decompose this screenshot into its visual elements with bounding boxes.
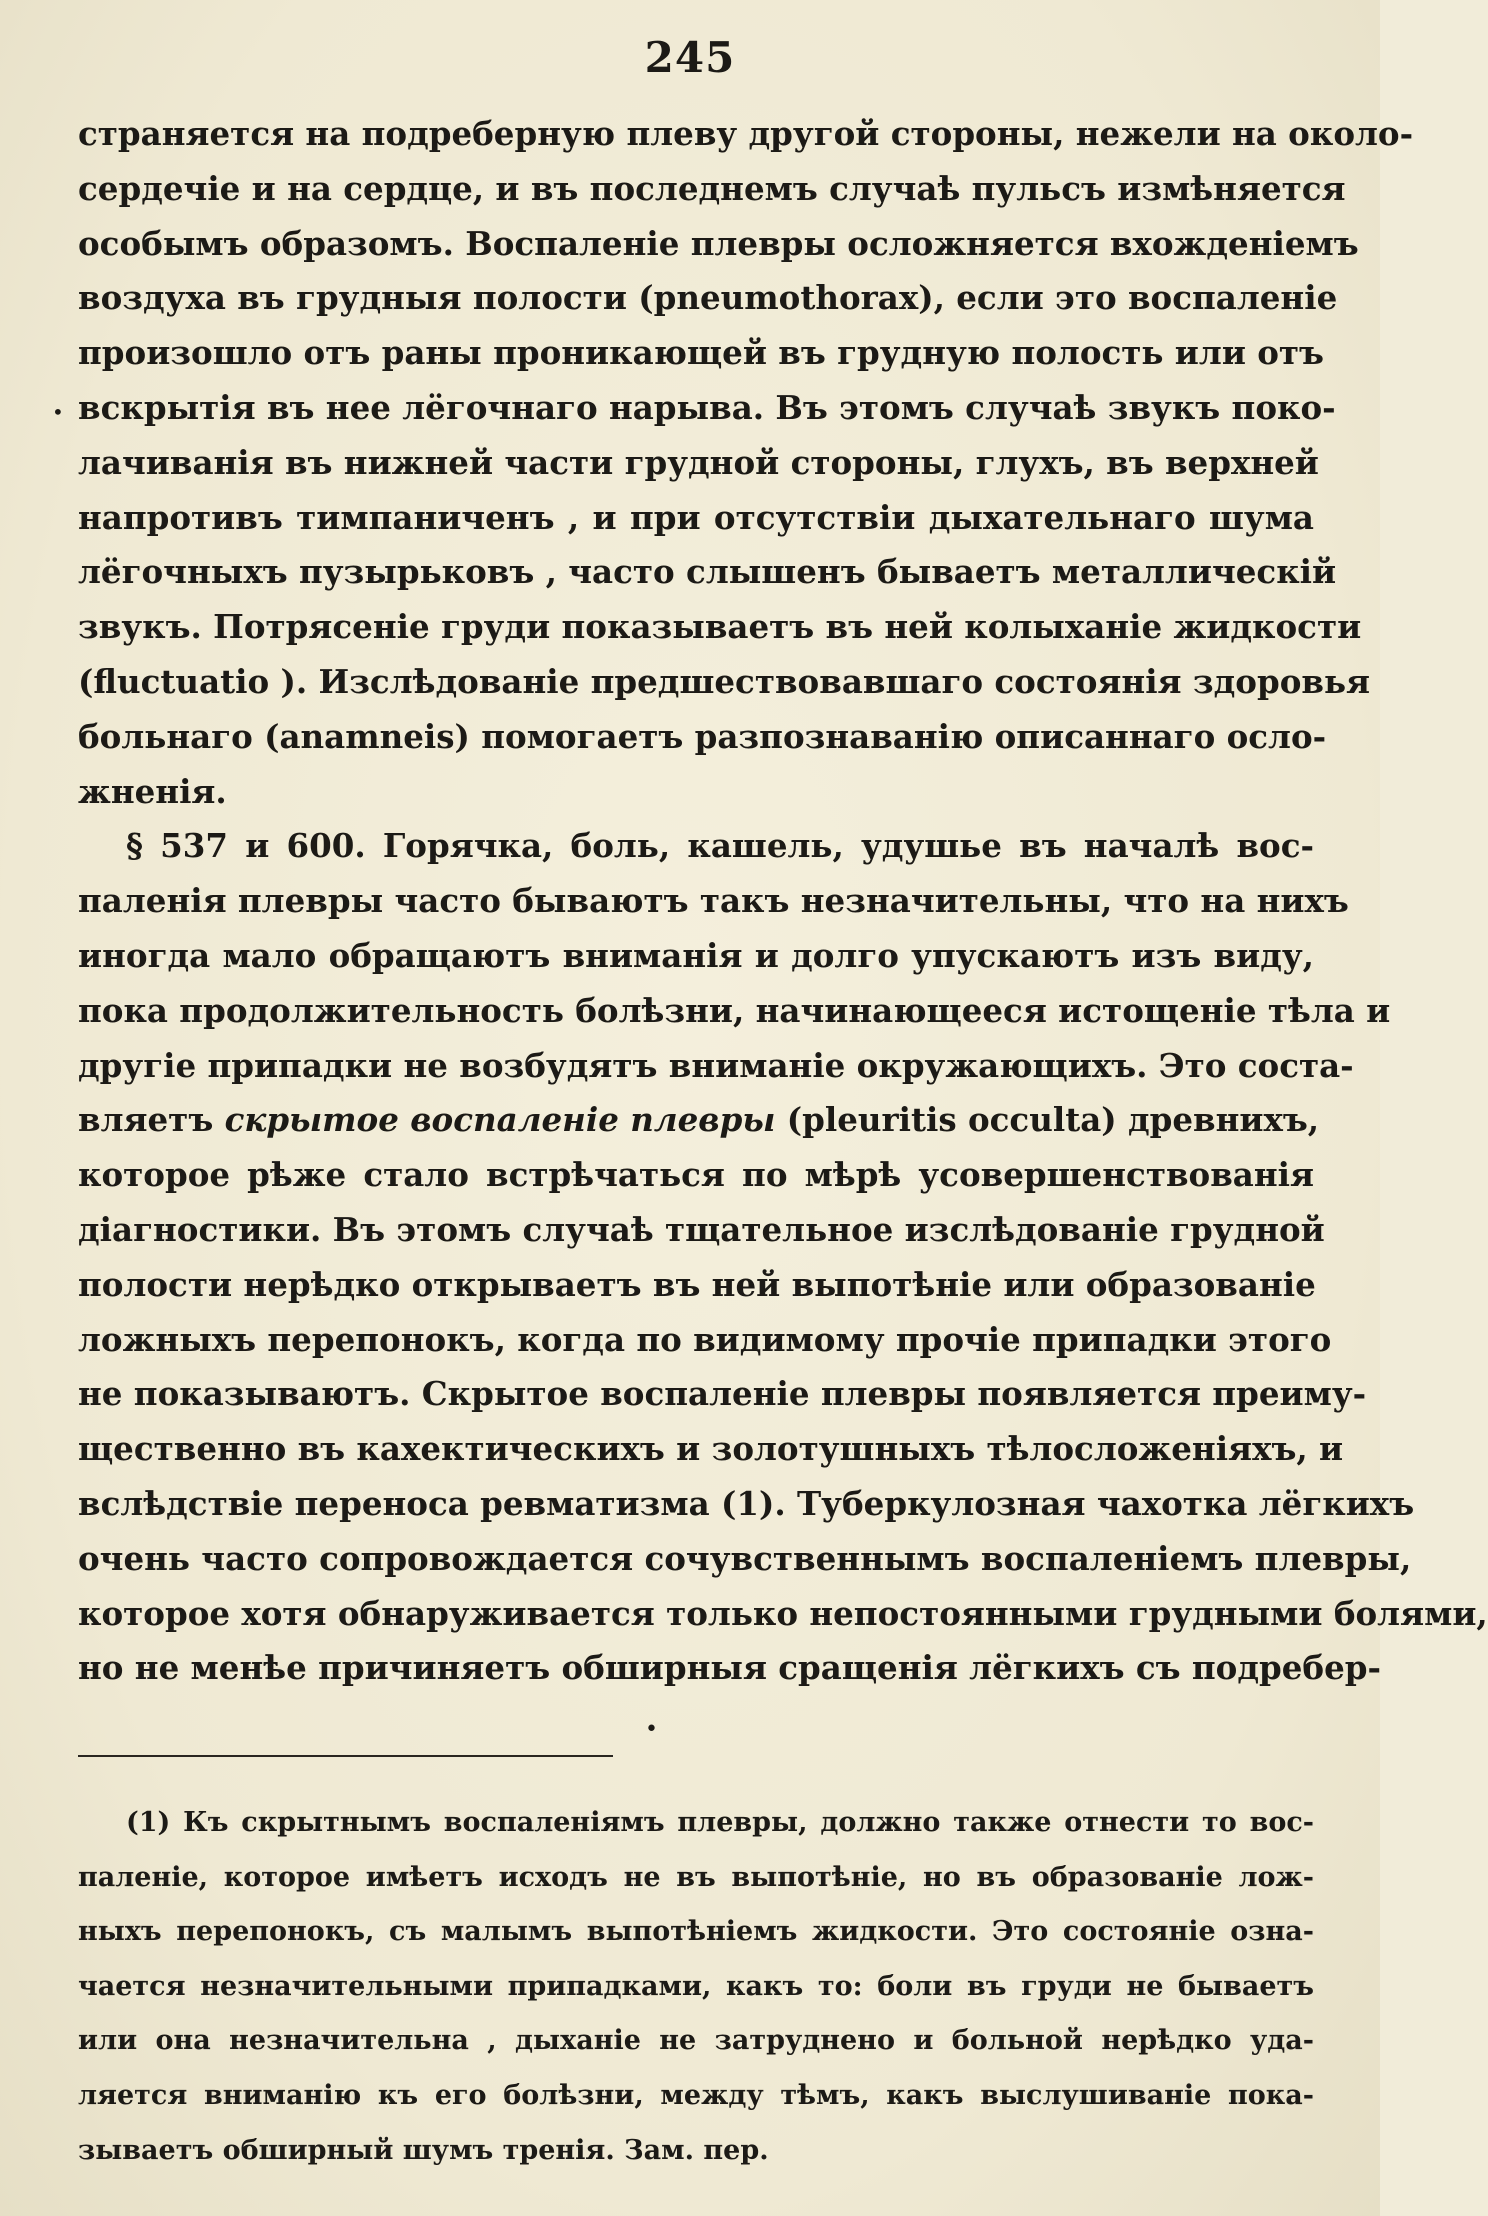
text-line: очень часто сопровождается сочувственнымъ воспаленіемъ плевры, [78, 1538, 1412, 1578]
text-line: діагностики. Въ этомъ случаѣ тщательное изслѣдованіе грудной [78, 1209, 1325, 1249]
text-line: произошло отъ раны проникающей въ грудную полость или отъ [78, 333, 1324, 373]
footnote-block [78, 1796, 1314, 2178]
text-line: пока продолжительность болѣзни, начинающееся истощеніе тѣла и [78, 990, 1391, 1030]
text-line: паленія плевры часто бываютъ такъ незначительны, что на нихъ [78, 881, 1349, 921]
text-line: особымъ образомъ. Воспаленіе плевры осложняется вхожденіемъ [78, 223, 1359, 263]
text-line: страняется на подреберную плеву другой стороны, нежели на около- [78, 114, 1414, 153]
footnote-line: ныхъ перепонокъ, съ малымъ выпотѣніемъ жидкости. Это состояніе озна- [78, 1916, 1314, 1948]
text-line: воздуха въ грудныя полости (pneumothorax), если это воспаленіе [78, 278, 1338, 318]
text-line: щественно въ кахектическихъ и золотушныхъ тѣлосложеніяхъ, и [78, 1429, 1344, 1469]
footnote-line: или она незначительна , дыханіе не затруднено и больной нерѣдко уда- [78, 2025, 1314, 2057]
text-line: не показываютъ. Скрытое воспаленіе плевры появляется преиму- [78, 1374, 1367, 1414]
ink-dot-mark: • [645, 1717, 658, 1742]
footnote-divider [78, 1755, 613, 1757]
text-line: напротивъ тимпаниченъ , и при отсутствіи дыхательнаго шума [78, 497, 1314, 537]
footnote-line: (1) Къ скрытнымъ воспаленіямъ плевры, должно также отнести то вос- [126, 1807, 1314, 1838]
text-line: которое рѣже стало встрѣчаться по мѣрѣ усовершенствованія [78, 1155, 1314, 1195]
text-line: лачиванія въ нижней части грудной стороны, глухъ, въ верхней [78, 442, 1319, 482]
text-line: ложныхъ перепонокъ, когда по видимому прочіе припадки этого [78, 1319, 1332, 1359]
text-line: жненія. [78, 771, 227, 811]
main-text-block [78, 107, 1488, 1696]
text-line: полости нерѣдко открываетъ въ ней выпотѣніе или образованіе [78, 1264, 1316, 1304]
footnote-line: паленіе, которое имѣетъ исходъ не въ выпотѣніе, но въ образованіе лож- [78, 1861, 1314, 1893]
footnote-line: зываетъ обширный шумъ тренія. Зам. пер. [78, 2134, 769, 2166]
margin-bullet-mark: • [52, 400, 64, 424]
text-line: звукъ. Потрясеніе груди показываетъ въ ней колыханіе жидкости [78, 607, 1362, 647]
text-line: вскрытія въ нее лёгочнаго нарыва. Въ этомъ случаѣ звукъ поко- [78, 387, 1336, 427]
text-line: другіе припадки не возбудятъ вниманіе окружающихъ. Это соста- [78, 1045, 1354, 1085]
section-heading-line: § 537 и 600. Горячка, боль, кашель, удушье въ началѣ вос- [126, 826, 1314, 866]
line-suffix: (pleuritis occulta) древнихъ, [775, 1100, 1320, 1140]
text-line: иногда мало обращаютъ вниманія и долго упускаютъ изъ виду, [78, 935, 1314, 975]
page-number: 245 [644, 33, 736, 82]
text-line: но не менѣе причиняетъ обширныя сращенія лёгкихъ съ подребер- [78, 1648, 1381, 1688]
text-line: которое хотя обнаруживается только непостоянными грудными болями, [78, 1593, 1488, 1633]
text-line: больнаго (anamneis) помогаетъ разпознаванію описаннаго ослo- [78, 716, 1327, 756]
text-line-with-italic [78, 1093, 1320, 1148]
text-line: вслѣдствіе переноса ревматизма (1). Туберкулозная чахотка лёгкихъ [78, 1483, 1415, 1523]
text-line: сердечіе и на сердце, и въ последнемъ случаѣ пульсъ измѣняется [78, 168, 1346, 208]
footnote-line: чается незначительными припадками, какъ то: боли въ груди не бываетъ [78, 1970, 1314, 2002]
italic-term: скрытое воспаленіе плевры [224, 1100, 776, 1140]
text-line: лёгочныхъ пузырьковъ , часто слышенъ бываетъ металлическій [78, 552, 1337, 592]
text-line: (fluctuatio ). Изслѣдованіе предшествовавшаго состоянія здоровья [78, 661, 1371, 701]
line-prefix: вляетъ [78, 1100, 225, 1140]
footnote-line: ляется вниманію къ его болѣзни, между тѣмъ, какъ выслушиваніе пока- [78, 2079, 1314, 2111]
